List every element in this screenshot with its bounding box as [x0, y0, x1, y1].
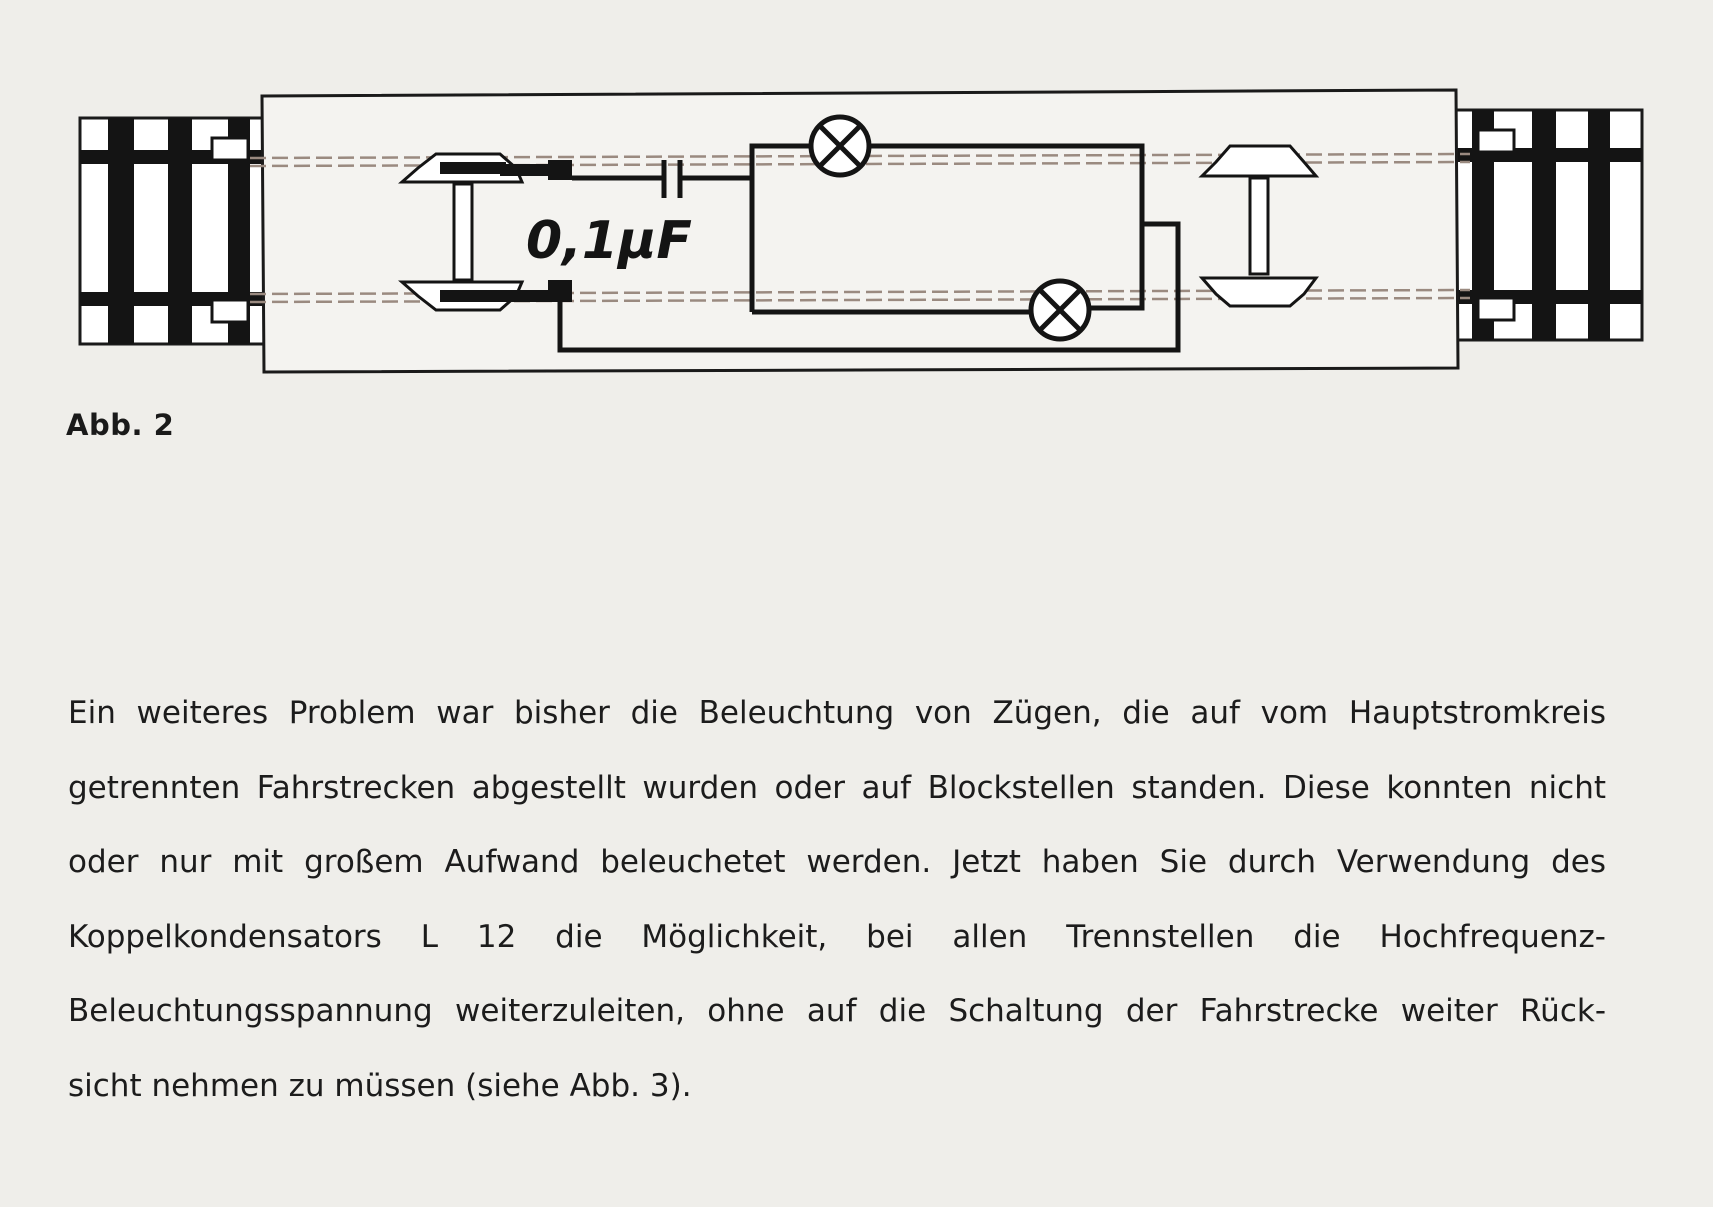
paragraph-line: Koppelkondensators L 12 die Möglichkeit, bei allen Trennstellen die Hochfrequenz- [68, 918, 1606, 955]
paragraph-line: getrennten Fahrstrecken abgestellt wurden oder auf Blockstellen standen. Diese konnten nicht [68, 769, 1606, 806]
body-paragraph [68, 676, 1606, 1123]
lamp-bottom-icon [1031, 281, 1089, 339]
circuit-diagram [0, 0, 1713, 400]
paragraph-line: oder nur mit großem Aufwand beleuchetet werden. Jetzt haben Sie durch Verwendung des [68, 844, 1606, 880]
paragraph-line: Beleuchtungsspannung weiterzuleiten, ohne auf die Schaltung der Fahrstrecke weiter Rück- [68, 993, 1606, 1029]
paragraph-line: sicht nehmen zu müssen (siehe Abb. 3). [68, 1067, 692, 1104]
lamp-top-icon [811, 117, 869, 175]
figure-caption: Abb. 2 [66, 408, 175, 442]
capacitor-label: 0,1μF [526, 211, 692, 271]
paragraph-line: Ein weiteres Problem war bisher die Beleuchtung von Zügen, die auf vom Hauptstromkreis [68, 695, 1606, 731]
track-left-icon [80, 118, 264, 344]
track-right-icon [1456, 110, 1642, 340]
